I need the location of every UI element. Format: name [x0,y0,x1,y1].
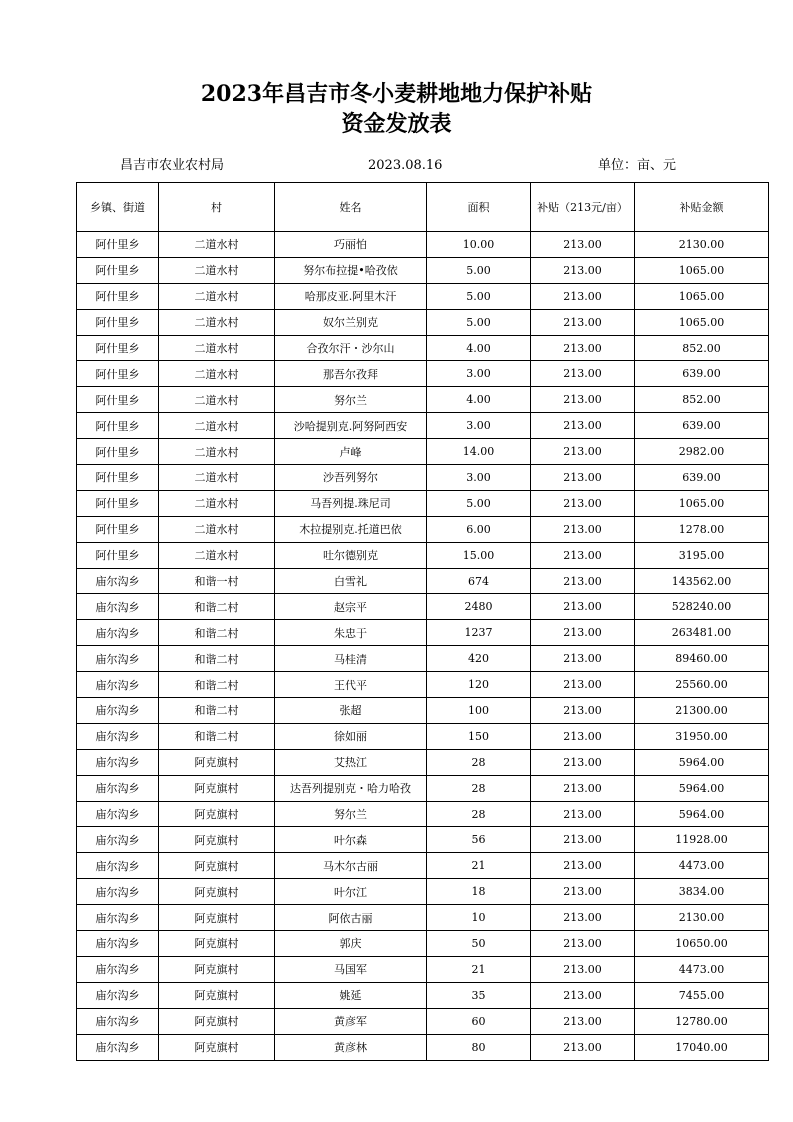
cell-name: 白雪礼 [275,568,427,594]
cell-township: 阿什里乡 [77,232,159,258]
cell-name: 叶尔森 [275,827,427,853]
table-row [77,361,769,387]
cell-subsidy-amount: 31950.00 [635,723,769,749]
cell-township: 庙尔沟乡 [77,827,159,853]
cell-township: 庙尔沟乡 [77,568,159,594]
cell-area: 3.00 [427,413,531,439]
cell-village: 和谐二村 [159,672,275,698]
cell-name: 努尔兰 [275,801,427,827]
cell-subsidy-amount: 17040.00 [635,1034,769,1060]
cell-village: 阿克旗村 [159,931,275,957]
cell-name: 郭庆 [275,931,427,957]
cell-subsidy-amount: 2982.00 [635,439,769,465]
cell-village: 阿克旗村 [159,1034,275,1060]
table-row [77,698,769,724]
cell-subsidy-amount: 5964.00 [635,749,769,775]
cell-village: 阿克旗村 [159,1008,275,1034]
cell-township: 庙尔沟乡 [77,749,159,775]
table-row [77,620,769,646]
table-row [77,568,769,594]
table-row [77,465,769,491]
cell-area: 28 [427,749,531,775]
cell-subsidy-amount: 3834.00 [635,879,769,905]
cell-area: 5.00 [427,257,531,283]
cell-name: 朱忠于 [275,620,427,646]
cell-area: 674 [427,568,531,594]
cell-village: 和谐二村 [159,723,275,749]
cell-township: 庙尔沟乡 [77,620,159,646]
table-row [77,516,769,542]
cell-township: 阿什里乡 [77,439,159,465]
cell-subsidy-amount: 639.00 [635,413,769,439]
cell-village: 二道水村 [159,439,275,465]
cell-township: 阿什里乡 [77,413,159,439]
cell-name: 达吾列提别克・哈力哈孜 [275,775,427,801]
cell-name: 姚延 [275,982,427,1008]
cell-village: 阿克旗村 [159,956,275,982]
cell-name: 沙哈提别克.阿努阿西安 [275,413,427,439]
cell-name: 赵宗平 [275,594,427,620]
cell-name: 巧丽怕 [275,232,427,258]
cell-subsidy-rate: 213.00 [531,801,635,827]
cell-subsidy-rate: 213.00 [531,749,635,775]
cell-village: 二道水村 [159,490,275,516]
cell-township: 庙尔沟乡 [77,801,159,827]
cell-area: 10 [427,905,531,931]
cell-subsidy-rate: 213.00 [531,257,635,283]
cell-subsidy-rate: 213.00 [531,1034,635,1060]
cell-area: 6.00 [427,516,531,542]
cell-village: 二道水村 [159,309,275,335]
cell-area: 35 [427,982,531,1008]
cell-township: 庙尔沟乡 [77,723,159,749]
cell-area: 80 [427,1034,531,1060]
cell-subsidy-amount: 852.00 [635,335,769,361]
cell-name: 木拉提别克.托道巴依 [275,516,427,542]
cell-subsidy-amount: 4473.00 [635,853,769,879]
cell-township: 阿什里乡 [77,516,159,542]
cell-area: 5.00 [427,283,531,309]
cell-name: 马吾列提.珠尼司 [275,490,427,516]
cell-village: 二道水村 [159,465,275,491]
cell-village: 和谐二村 [159,594,275,620]
cell-township: 阿什里乡 [77,283,159,309]
cell-subsidy-rate: 213.00 [531,516,635,542]
table-row [77,853,769,879]
cell-subsidy-rate: 213.00 [531,879,635,905]
header-township: 乡镇、街道 [77,183,159,232]
cell-area: 21 [427,956,531,982]
cell-township: 庙尔沟乡 [77,672,159,698]
cell-subsidy-rate: 213.00 [531,413,635,439]
cell-subsidy-rate: 213.00 [531,905,635,931]
cell-township: 庙尔沟乡 [77,956,159,982]
cell-subsidy-rate: 213.00 [531,723,635,749]
cell-name: 奴尔兰别克 [275,309,427,335]
table-row [77,1008,769,1034]
header-village: 村 [159,183,275,232]
cell-name: 阿依古丽 [275,905,427,931]
cell-area: 150 [427,723,531,749]
cell-subsidy-amount: 263481.00 [635,620,769,646]
cell-village: 和谐二村 [159,646,275,672]
cell-area: 56 [427,827,531,853]
table-row [77,801,769,827]
issuing-unit: 昌吉市农业农村局 [120,158,225,173]
cell-subsidy-rate: 213.00 [531,672,635,698]
cell-township: 阿什里乡 [77,490,159,516]
table-row [77,982,769,1008]
cell-subsidy-rate: 213.00 [531,956,635,982]
cell-name: 张超 [275,698,427,724]
cell-area: 60 [427,1008,531,1034]
cell-subsidy-rate: 213.00 [531,542,635,568]
table-row [77,309,769,335]
cell-subsidy-amount: 1065.00 [635,309,769,335]
cell-subsidy-rate: 213.00 [531,982,635,1008]
cell-subsidy-rate: 213.00 [531,490,635,516]
cell-village: 阿克旗村 [159,982,275,1008]
cell-township: 阿什里乡 [77,335,159,361]
cell-subsidy-amount: 1278.00 [635,516,769,542]
cell-township: 庙尔沟乡 [77,982,159,1008]
cell-subsidy-rate: 213.00 [531,361,635,387]
header-area: 面积 [427,183,531,232]
table-row [77,827,769,853]
cell-name: 合孜尔汗・沙尔山 [275,335,427,361]
header-subsidy-amount: 补贴金额 [635,183,769,232]
cell-subsidy-rate: 213.00 [531,931,635,957]
cell-subsidy-rate: 213.00 [531,309,635,335]
cell-township: 阿什里乡 [77,257,159,283]
cell-subsidy-rate: 213.00 [531,1008,635,1034]
units-label: 单位：亩、元 [598,158,677,173]
table-row [77,232,769,258]
cell-name: 沙吾列努尔 [275,465,427,491]
cell-subsidy-amount: 2130.00 [635,232,769,258]
table-row [77,931,769,957]
table-row [77,439,769,465]
cell-subsidy-amount: 639.00 [635,361,769,387]
cell-subsidy-rate: 213.00 [531,698,635,724]
cell-township: 庙尔沟乡 [77,1034,159,1060]
cell-area: 28 [427,801,531,827]
cell-village: 二道水村 [159,335,275,361]
cell-subsidy-rate: 213.00 [531,568,635,594]
cell-name: 哈那皮亚.阿里木汗 [275,283,427,309]
cell-village: 和谐二村 [159,698,275,724]
cell-area: 420 [427,646,531,672]
cell-township: 庙尔沟乡 [77,879,159,905]
cell-name: 艾热江 [275,749,427,775]
cell-area: 5.00 [427,309,531,335]
cell-area: 3.00 [427,465,531,491]
cell-village: 二道水村 [159,516,275,542]
cell-village: 和谐一村 [159,568,275,594]
cell-village: 阿克旗村 [159,775,275,801]
table-row [77,775,769,801]
cell-village: 和谐二村 [159,620,275,646]
cell-name: 吐尔德别克 [275,542,427,568]
cell-subsidy-amount: 1065.00 [635,490,769,516]
cell-area: 3.00 [427,361,531,387]
cell-subsidy-amount: 639.00 [635,465,769,491]
cell-area: 120 [427,672,531,698]
cell-township: 阿什里乡 [77,361,159,387]
cell-township: 庙尔沟乡 [77,931,159,957]
cell-subsidy-rate: 213.00 [531,335,635,361]
table-header-row [77,183,769,232]
cell-village: 阿克旗村 [159,879,275,905]
cell-subsidy-amount: 12780.00 [635,1008,769,1034]
cell-village: 二道水村 [159,542,275,568]
cell-village: 二道水村 [159,387,275,413]
cell-township: 庙尔沟乡 [77,775,159,801]
cell-area: 2480 [427,594,531,620]
cell-township: 阿什里乡 [77,309,159,335]
table-row [77,387,769,413]
cell-subsidy-amount: 5964.00 [635,801,769,827]
cell-subsidy-rate: 213.00 [531,439,635,465]
table-row [77,335,769,361]
header-name: 姓名 [275,183,427,232]
document-subtitle: 资金发放表 [341,111,452,137]
cell-subsidy-rate: 213.00 [531,827,635,853]
cell-name: 马木尔古丽 [275,853,427,879]
table-row [77,723,769,749]
cell-village: 阿克旗村 [159,827,275,853]
table-row [77,956,769,982]
cell-township: 庙尔沟乡 [77,646,159,672]
cell-subsidy-rate: 213.00 [531,620,635,646]
cell-name: 努尔布拉提•哈孜依 [275,257,427,283]
table-row [77,672,769,698]
cell-subsidy-amount: 4473.00 [635,956,769,982]
cell-subsidy-amount: 1065.00 [635,257,769,283]
cell-area: 4.00 [427,335,531,361]
cell-village: 阿克旗村 [159,905,275,931]
cell-subsidy-amount: 21300.00 [635,698,769,724]
cell-township: 阿什里乡 [77,542,159,568]
cell-subsidy-rate: 213.00 [531,465,635,491]
table-row [77,413,769,439]
cell-township: 阿什里乡 [77,387,159,413]
cell-subsidy-rate: 213.00 [531,594,635,620]
cell-subsidy-amount: 1065.00 [635,283,769,309]
cell-township: 阿什里乡 [77,465,159,491]
cell-subsidy-rate: 213.00 [531,387,635,413]
document-title: 2023年昌吉市冬小麦耕地地力保护补贴 [200,81,593,107]
cell-name: 徐如丽 [275,723,427,749]
table-row [77,749,769,775]
cell-subsidy-amount: 528240.00 [635,594,769,620]
cell-subsidy-amount: 852.00 [635,387,769,413]
cell-village: 阿克旗村 [159,749,275,775]
table-row [77,594,769,620]
cell-area: 18 [427,879,531,905]
cell-village: 二道水村 [159,283,275,309]
cell-name: 卢峰 [275,439,427,465]
cell-village: 二道水村 [159,232,275,258]
cell-area: 1237 [427,620,531,646]
cell-subsidy-amount: 7455.00 [635,982,769,1008]
cell-name: 黄彦军 [275,1008,427,1034]
cell-subsidy-rate: 213.00 [531,232,635,258]
cell-subsidy-rate: 213.00 [531,775,635,801]
cell-area: 21 [427,853,531,879]
cell-village: 二道水村 [159,361,275,387]
cell-area: 15.00 [427,542,531,568]
cell-subsidy-amount: 5964.00 [635,775,769,801]
table-row [77,879,769,905]
header-subsidy-rate: 补贴（213元/亩） [531,183,635,232]
cell-subsidy-amount: 3195.00 [635,542,769,568]
cell-name: 王代平 [275,672,427,698]
cell-township: 庙尔沟乡 [77,853,159,879]
cell-township: 庙尔沟乡 [77,594,159,620]
cell-subsidy-rate: 213.00 [531,853,635,879]
table-row [77,646,769,672]
cell-township: 庙尔沟乡 [77,905,159,931]
cell-area: 50 [427,931,531,957]
cell-subsidy-amount: 25560.00 [635,672,769,698]
cell-area: 5.00 [427,490,531,516]
cell-subsidy-rate: 213.00 [531,646,635,672]
cell-name: 那吾尔孜拜 [275,361,427,387]
issue-date: 2023.08.16 [368,158,443,173]
cell-area: 100 [427,698,531,724]
subsidy-table [76,182,769,1061]
cell-name: 马国军 [275,956,427,982]
cell-area: 14.00 [427,439,531,465]
cell-village: 二道水村 [159,413,275,439]
cell-township: 庙尔沟乡 [77,698,159,724]
cell-subsidy-amount: 2130.00 [635,905,769,931]
cell-name: 黄彦林 [275,1034,427,1060]
table-row [77,490,769,516]
table-row [77,542,769,568]
cell-subsidy-rate: 213.00 [531,283,635,309]
table-row [77,1034,769,1060]
cell-area: 4.00 [427,387,531,413]
cell-subsidy-amount: 143562.00 [635,568,769,594]
table-row [77,257,769,283]
cell-area: 28 [427,775,531,801]
cell-subsidy-amount: 89460.00 [635,646,769,672]
cell-subsidy-amount: 10650.00 [635,931,769,957]
cell-name: 马桂清 [275,646,427,672]
cell-village: 阿克旗村 [159,801,275,827]
table-row [77,905,769,931]
cell-subsidy-amount: 11928.00 [635,827,769,853]
cell-name: 叶尔江 [275,879,427,905]
cell-area: 10.00 [427,232,531,258]
cell-township: 庙尔沟乡 [77,1008,159,1034]
cell-village: 阿克旗村 [159,853,275,879]
cell-name: 努尔兰 [275,387,427,413]
cell-village: 二道水村 [159,257,275,283]
table-row [77,283,769,309]
